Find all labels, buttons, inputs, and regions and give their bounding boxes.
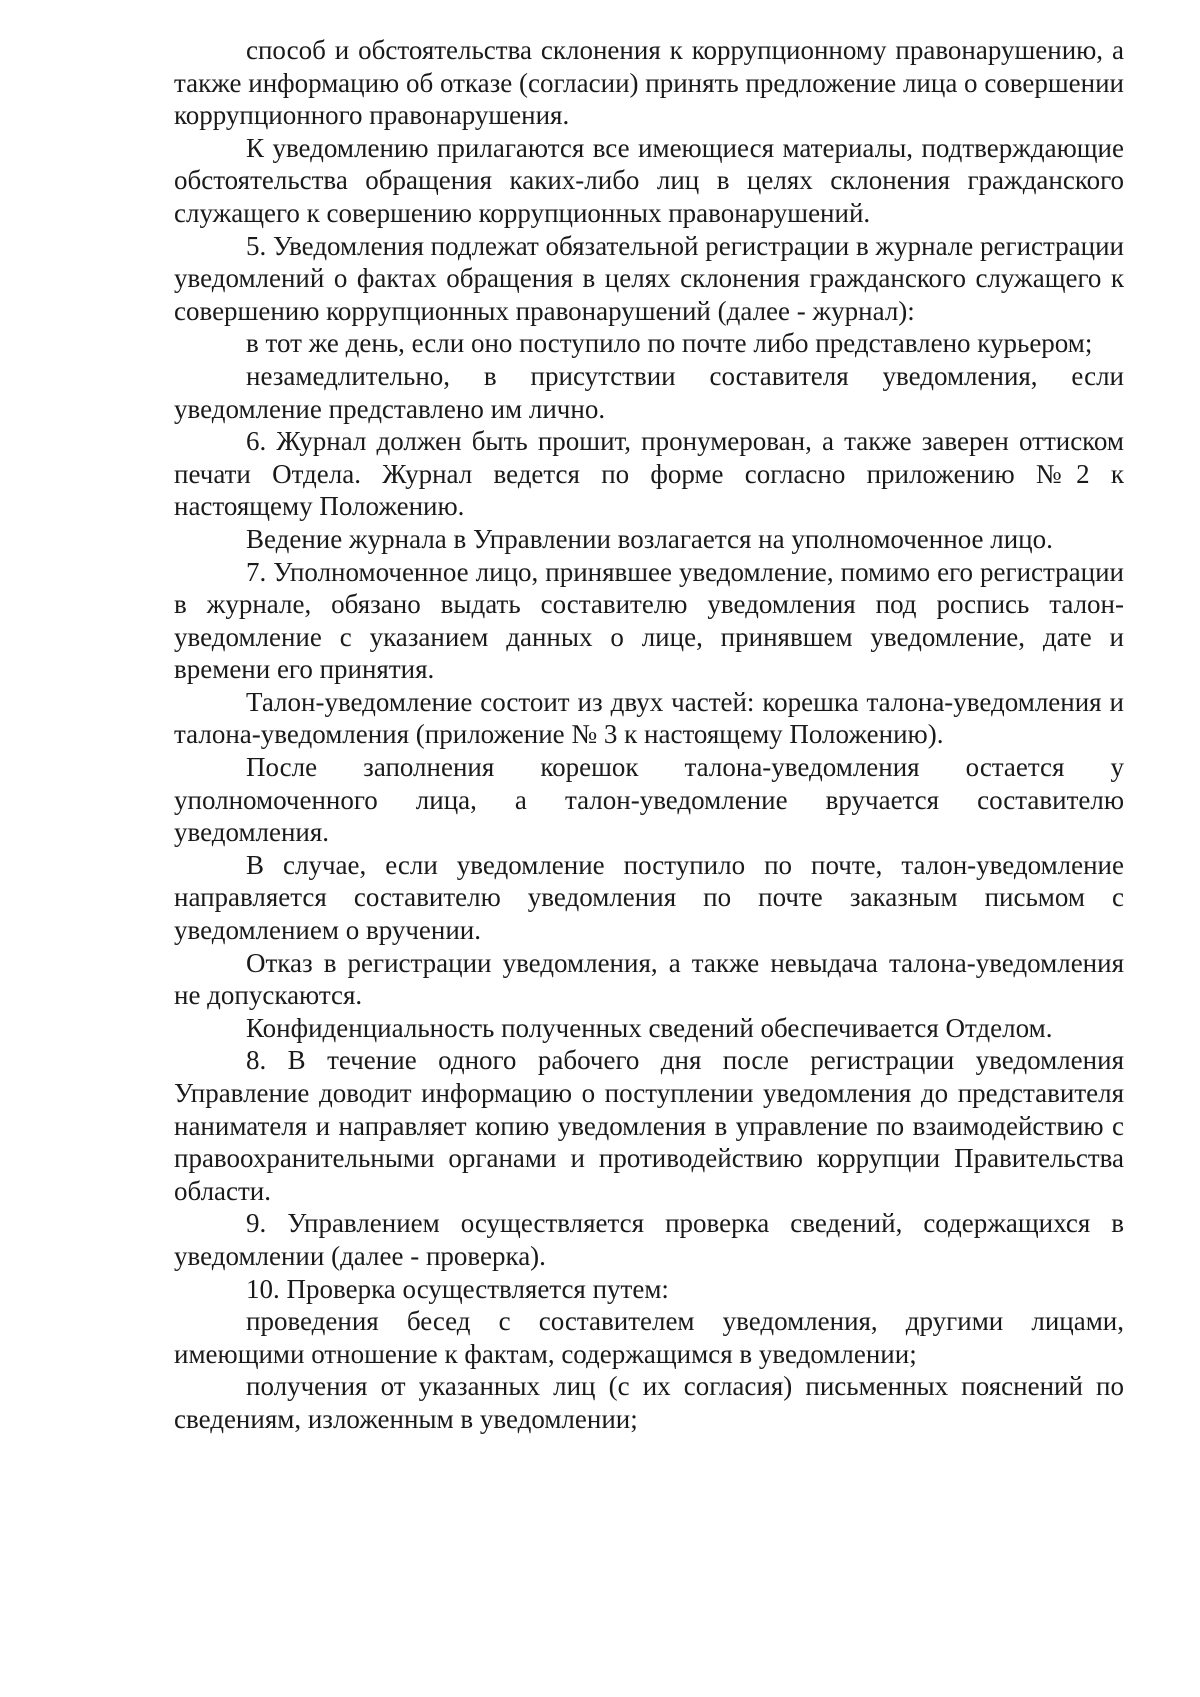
document-page bbox=[174, 34, 1124, 1436]
paragraph-17: проведения бесед с составителем уведомления, другими лицами, имеющими отношение к фактам, содержащимся в уведомлении; bbox=[174, 1306, 1124, 1369]
paragraph-2: К уведомлению прилагаются все имеющиеся материалы, подтверждающие обстоятельства обращения каких-либо лиц в целях склонения гражданского служащего к совершению коррупционных правонарушений. bbox=[174, 132, 1124, 228]
paragraph-6: 6. Журнал должен быть прошит, пронумерован, а также заверен оттиском печати Отдела. Журнал ведется по форме согласно приложению №2 к настоящему Положению. bbox=[174, 426, 1124, 522]
paragraph-13: Конфиденциальность полученных сведений обеспечивается Отделом. bbox=[246, 1012, 1053, 1043]
paragraph-7: Ведение журнала в Управлении возлагается на уполномоченное лицо. bbox=[246, 523, 1053, 554]
paragraph-1: способ и обстоятельства склонения к коррупционному правонарушению, а также информацию об отказе (согласии) принять предложение лица о совершении коррупционного правонарушения. bbox=[174, 35, 1124, 131]
paragraph-10: После заполнения корешок талона-уведомления остается у уполномоченного лица, а талон-уведомление вручается составителю уведомления. bbox=[174, 752, 1124, 848]
paragraph-5: незамедлительно, в присутствии составителя уведомления, если уведомление представлено им лично. bbox=[174, 360, 1124, 424]
paragraph-15: 9. Управлением осуществляется проверка сведений, содержащихся в уведомлении (далее - проверка). bbox=[174, 1208, 1124, 1271]
paragraph-9: Талон-уведомление состоит из двух частей: корешка талона-уведомления и талона-уведомления (приложение № 3 к настоящему Положению). bbox=[174, 686, 1124, 750]
paragraph-11: В случае, если уведомление поступило по почте, талон-уведомление направляется составителю уведомления по почте заказным письмом с уведомлением о вручении. bbox=[174, 849, 1124, 946]
paragraph-18: получения от указанных лиц (с их согласия) письменных пояснений по сведениям, изложенным в уведомлении; bbox=[174, 1371, 1124, 1434]
paragraph-14: 8. В течение одного рабочего дня после регистрации уведомления Управление доводит информацию о поступлении уведомления до представителя нанимателя и направляет копию уведомления в управление по взаимодействию с правоохранительными органами и противодействию коррупции Правительства области. bbox=[174, 1045, 1124, 1206]
paragraph-3: 5. Уведомления подлежат обязательной регистрации в журнале регистрации уведомлений о фактах обращения в целях склонения гражданского служащего к совершению коррупционных правонарушений (далее - журнал): bbox=[174, 230, 1124, 326]
paragraph-16: 10. Проверка осуществляется путем: bbox=[246, 1273, 669, 1304]
paragraph-12: Отказ в регистрации уведомления, а также невыдача талона-уведомления не допускаются. bbox=[174, 947, 1124, 1011]
paragraph-4: в тот же день, если оно поступило по почте либо представлено курьером; bbox=[246, 328, 1093, 359]
paragraph-8: 7. Уполномоченное лицо, принявшее уведомление, помимо его регистрации в журнале, обязано выдать составителю уведомления под роспись талон-уведомление с указанием данных о лице, принявшем уведомление, дате и времени его принятия. bbox=[174, 556, 1124, 685]
